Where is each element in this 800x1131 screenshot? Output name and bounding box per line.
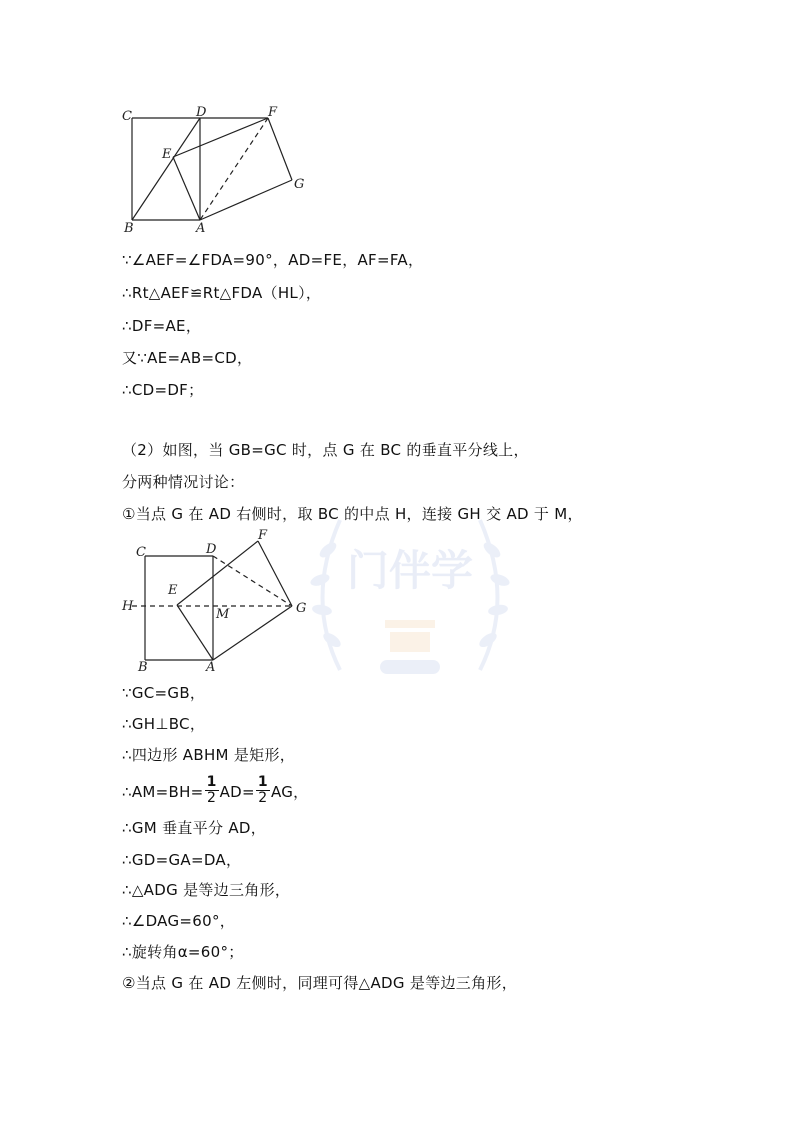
fraction-2-numerator: 1 <box>257 774 268 790</box>
case1-line-5: ∴GM 垂直平分 AD， <box>122 819 267 837</box>
case1-line-1: ∵GC=GB， <box>122 684 206 702</box>
label-C: C <box>136 545 146 560</box>
label-B: B <box>138 660 148 673</box>
fraction-half-1 <box>205 775 219 806</box>
label-E: E <box>162 147 172 162</box>
label-A: A <box>196 221 206 235</box>
case1-statement: ①当点 G 在 AD 右侧时，取 BC 的中点 H，连接 GH 交 AD 于 M， <box>122 505 583 523</box>
watermark-text: 门伴学 <box>346 546 474 595</box>
label-G: G <box>294 177 305 192</box>
case2-statement: ②当点 G 在 AD 左侧时，同理可得△ADG 是等边三角形， <box>122 974 517 992</box>
fraction-1-numerator: 1 <box>206 774 217 790</box>
case1-line-2: ∴GH⊥BC， <box>122 715 206 733</box>
case1-line-3: ∴四边形 ABHM 是矩形， <box>122 746 296 764</box>
label-B: B <box>124 221 134 235</box>
label-C: C <box>122 109 132 124</box>
proof-line-5: ∴CD=DF； <box>122 381 204 399</box>
fraction-1-denominator: 2 <box>206 790 217 806</box>
label-G: G <box>296 601 307 616</box>
label-F: F <box>268 105 278 120</box>
fraction-half-2 <box>256 775 270 806</box>
part2-case-intro: 分两种情况讨论： <box>122 473 245 491</box>
case1-fraction-line <box>122 774 308 810</box>
watermark-logo <box>300 470 520 700</box>
part2-heading: （2）如图，当 GB=GC 时，点 G 在 BC 的垂直平分线上， <box>122 441 529 459</box>
proof-line-4: 又∵AE=AB=CD， <box>122 349 253 367</box>
case1-line-8: ∴∠DAG=60°， <box>122 912 236 930</box>
fraction-2-denominator: 2 <box>258 790 268 806</box>
figure-1 <box>110 100 320 235</box>
fraction-mid: AD= <box>219 783 255 801</box>
fraction-suffix: AG， <box>270 783 309 801</box>
label-F: F <box>258 528 268 543</box>
proof-line-2: ∴Rt△AEF≌Rt△FDA（HL）， <box>122 284 322 302</box>
fraction-prefix: ∴AM=BH= <box>122 783 204 801</box>
label-D: D <box>196 105 207 120</box>
label-E: E <box>168 583 178 598</box>
label-A: A <box>206 660 216 673</box>
label-H: H <box>122 599 134 614</box>
case1-line-7: ∴△ADG 是等边三角形， <box>122 881 291 899</box>
case1-line-6: ∴GD=GA=DA， <box>122 851 242 869</box>
label-D: D <box>206 542 217 557</box>
proof-line-1: ∵∠AEF=∠FDA=90°，AD=FE，AF=FA， <box>122 251 424 269</box>
figure-2 <box>110 528 320 673</box>
case1-line-9: ∴旋转角α=60°； <box>122 943 244 961</box>
proof-line-3: ∴DF=AE， <box>122 317 202 335</box>
label-M: M <box>216 607 230 622</box>
